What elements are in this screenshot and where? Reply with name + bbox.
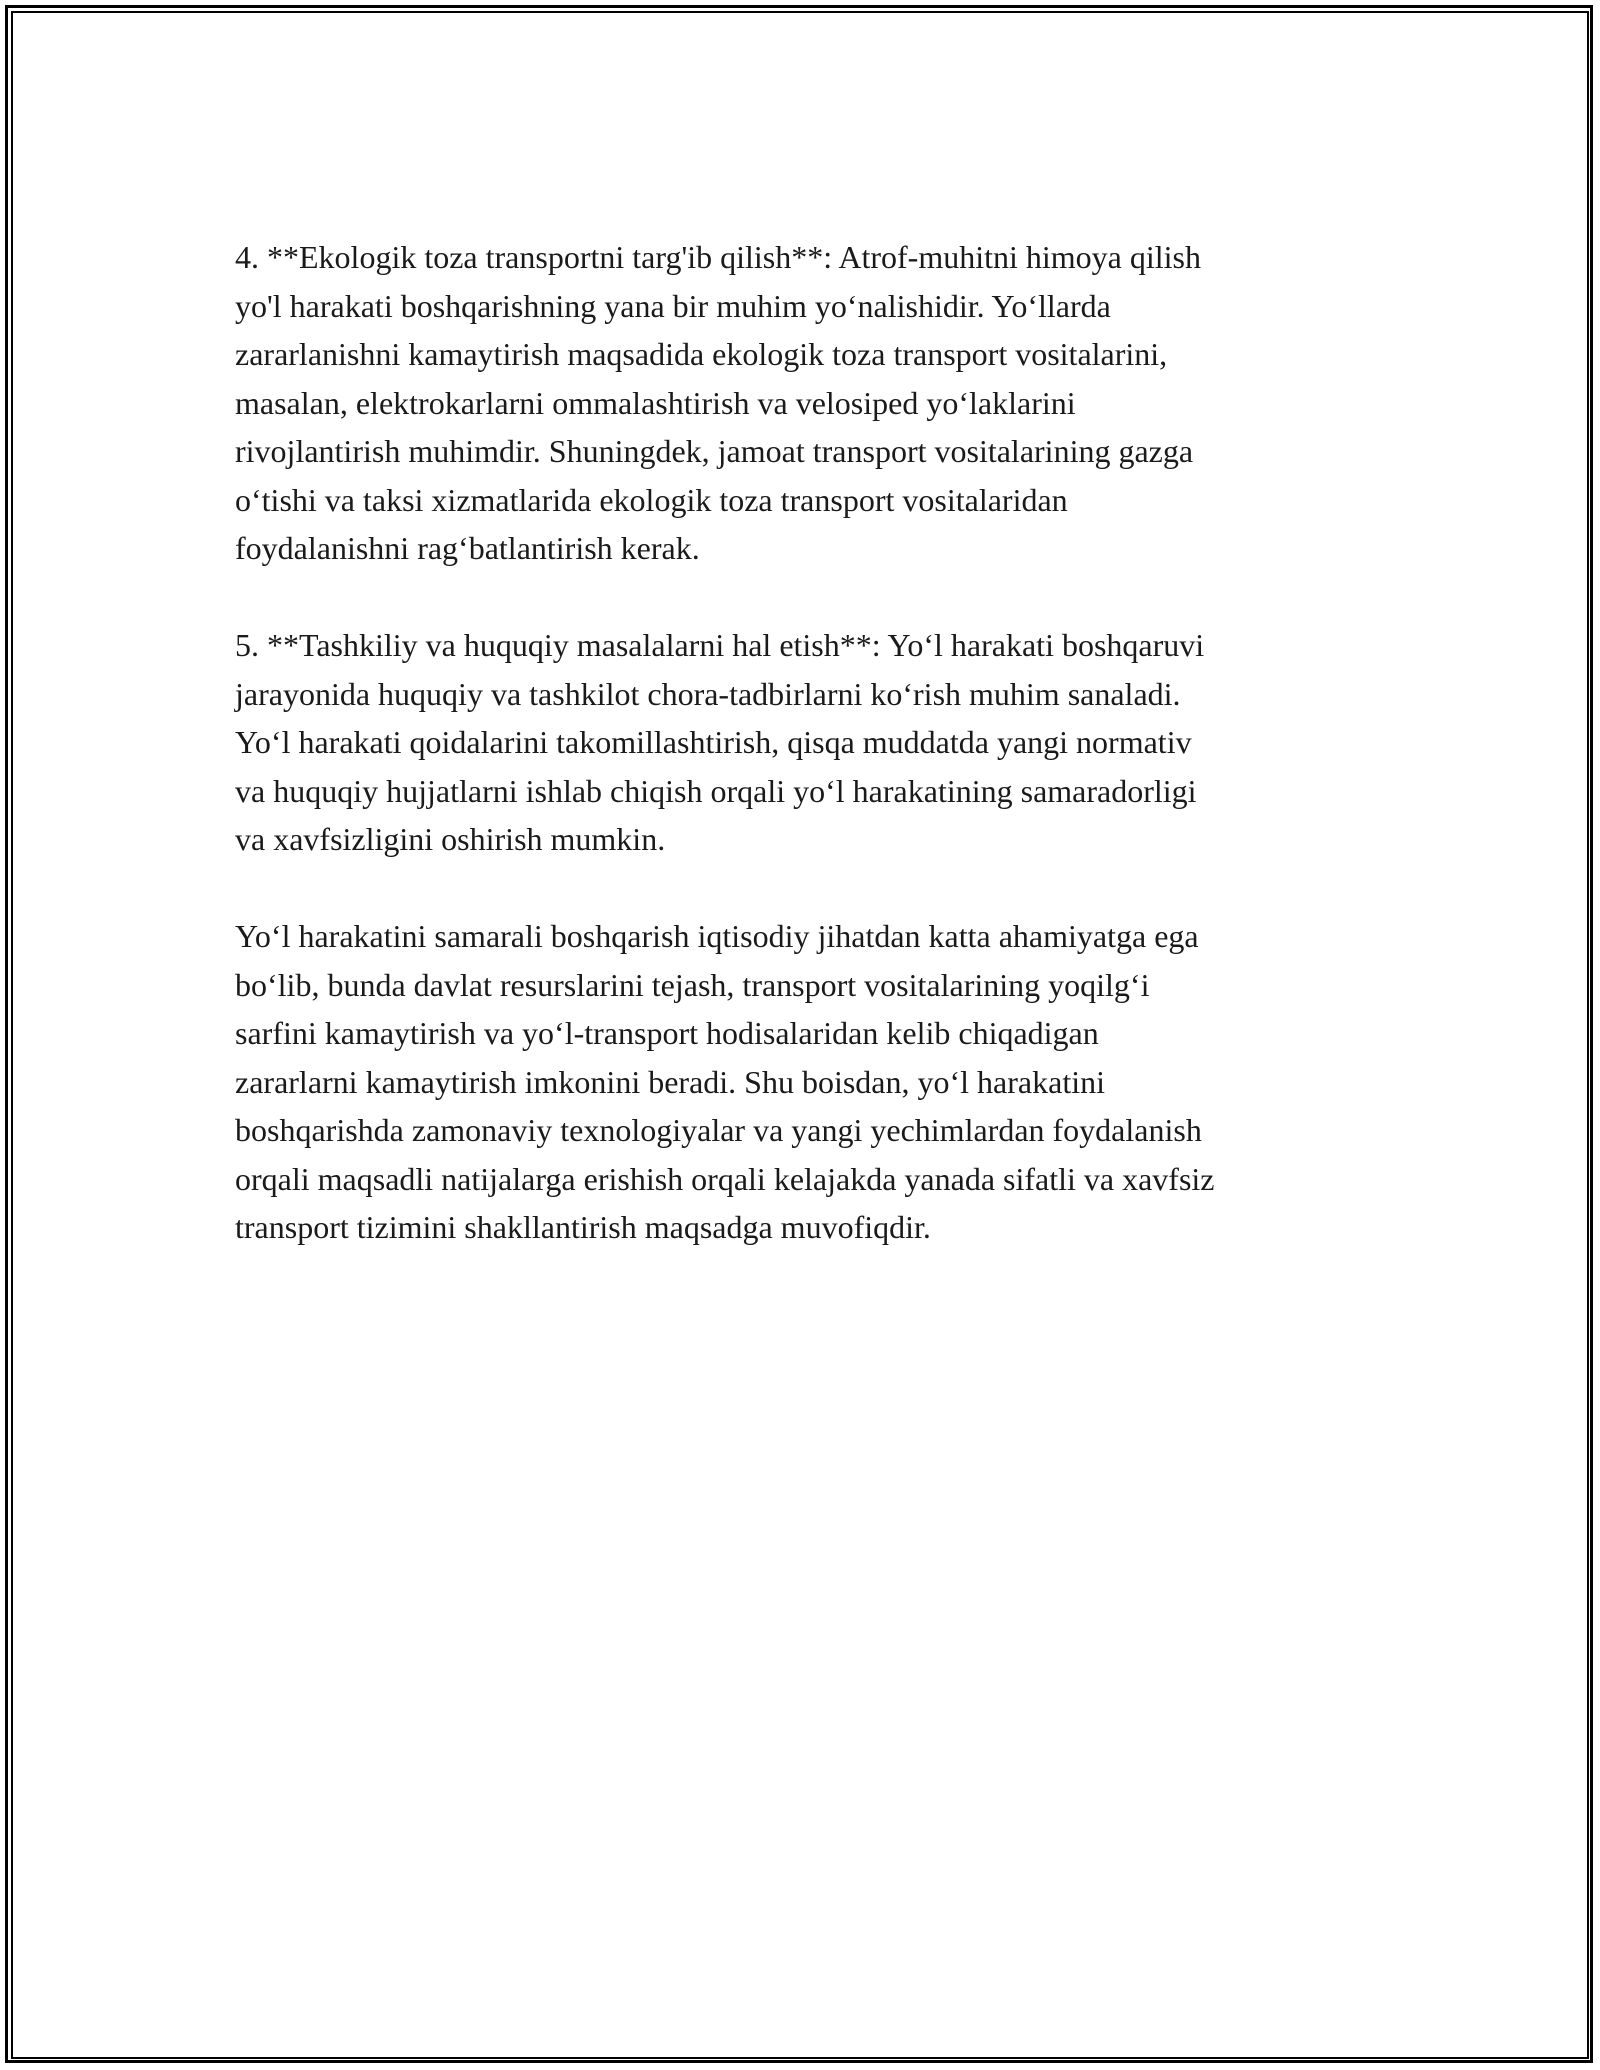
text-line: boshqarishda zamonaviy texnologiyalar va yangi yechimlardan foydalanish	[235, 1112, 1202, 1148]
text-line: rivojlantirish muhimdir. Shuningdek, jamoat transport vositalarining gazga	[235, 433, 1194, 469]
text-line: orqali maqsadli natijalarga erishish orqali kelajakda yanada sifatli va xavfsiz	[235, 1160, 1215, 1197]
text-line: yo'l harakati boshqarishning yana bir muhim yo‘nalishidir. Yo‘llarda	[235, 287, 1111, 324]
paragraph-conclusion	[235, 912, 1375, 1252]
text-line: bo‘lib, bunda davlat resurslarini tejash, transport vositalarining yoqilg‘i	[235, 966, 1150, 1003]
text-line: jarayonida huquqiy va tashkilot chora-tadbirlarni ko‘rish muhim sanaladi.	[235, 675, 1181, 712]
text-line: zararlanishni kamaytirish maqsadida ekologik toza transport vositalarini,	[235, 336, 1168, 372]
text-line: masalan, elektrokarlarni ommalashtirish va velosiped yo‘laklarini	[235, 384, 1076, 421]
text-line: zararlarni kamaytirish imkonini beradi. Shu boisdan, yo‘l harakatini	[235, 1063, 1105, 1100]
text-line: transport tizimini shakllantirish maqsadga muvofiqdir.	[235, 1209, 931, 1245]
text-line: 4. **Ekologik toza transportni targ'ib qilish**: Atrof-muhitni himoya qilish	[235, 239, 1201, 275]
text-line: sarfini kamaytirish va yo‘l-transport hodisalaridan kelib chiqadigan	[235, 1015, 1099, 1051]
document-body	[235, 233, 1375, 1300]
text-line: va huquqiy hujjatlarni ishlab chiqish orqali yo‘l harakatining samaradorligi	[235, 772, 1197, 809]
text-line: o‘tishi va taksi xizmatlarida ekologik toza transport vositalaridan	[235, 481, 1068, 518]
paragraph-legal-organizational	[235, 621, 1375, 864]
text-line: Yo‘l harakati qoidalarini takomillashtirish, qisqa muddatda yangi normativ	[235, 724, 1192, 760]
text-line: foydalanishni rag‘batlantirish kerak.	[235, 530, 700, 566]
text-line: Yo‘l harakatini samarali boshqarish iqtisodiy jihatdan katta ahamiyatga ega	[235, 918, 1199, 954]
text-line: va xavfsizligini oshirish mumkin.	[235, 821, 666, 857]
paragraph-ecological-transport	[235, 233, 1375, 573]
text-line: 5. **Tashkiliy va huquqiy masalalarni hal etish**: Yo‘l harakati boshqaruvi	[235, 627, 1205, 663]
